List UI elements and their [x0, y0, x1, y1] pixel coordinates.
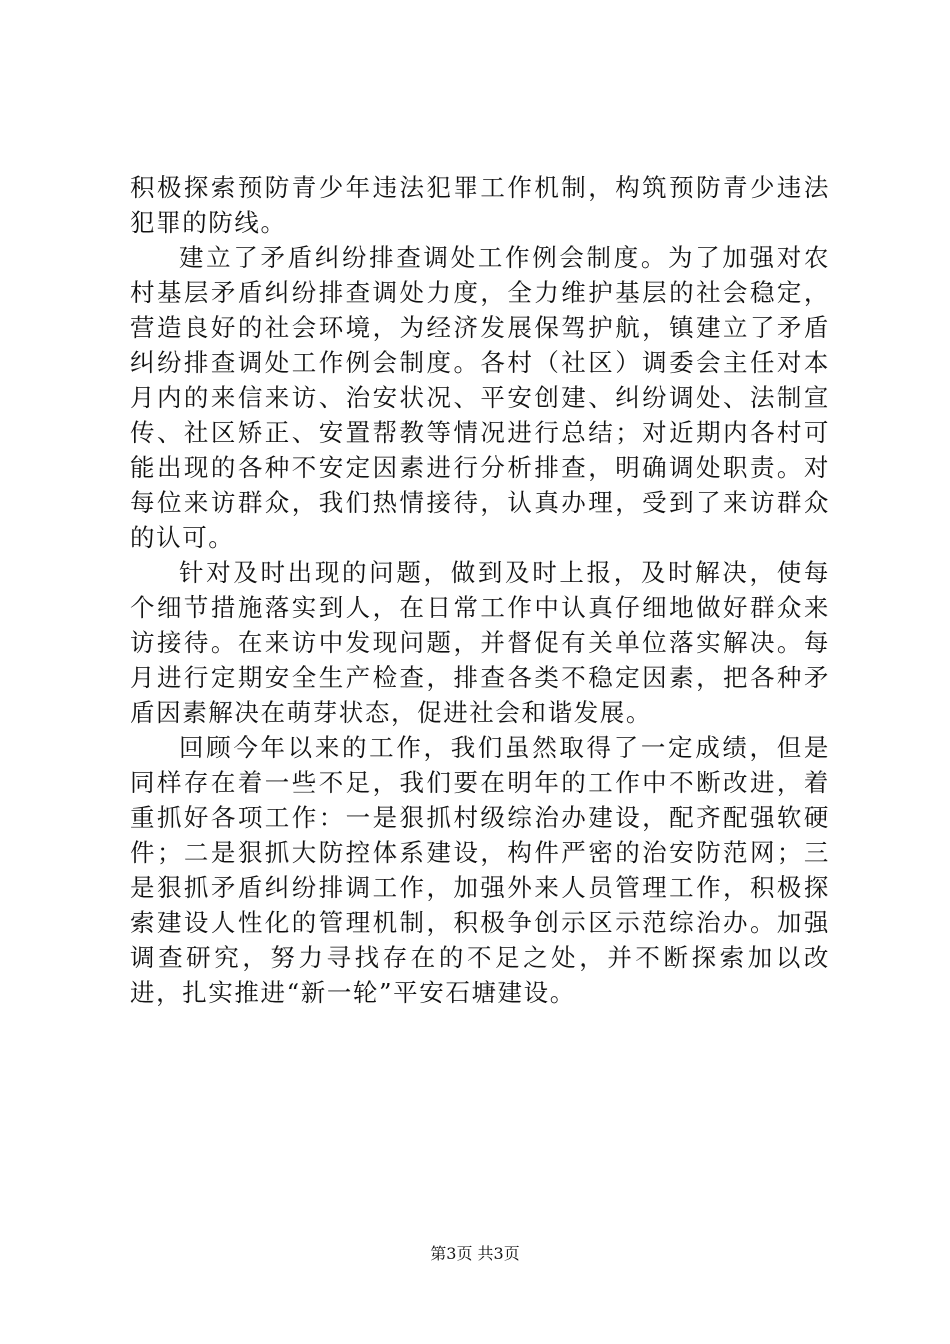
document-body — [130, 170, 830, 1010]
page-number-footer: 第3页 共3页 — [430, 1244, 520, 1263]
paragraph-dispute-meeting-system: 建立了矛盾纠纷排查调处工作例会制度。为了加强对农村基层矛盾纠纷排查调处力度，全力维护基层的社会稳定，营造良好的社会环境，为经济发展保驾护航，镇建立了矛盾纠纷排查调处工作例会制度。各村（社区）调委会主任对本月内的来信来访、治安状况、平安创建、纠纷调处、法制宣传、社区矫正、安置帮教等情况进行总结；对近期内各村可能出现的各种不安定因素进行分析排查，明确调处职责。对每位来访群众，我们热情接待，认真办理，受到了来访群众的认可。 — [130, 243, 830, 552]
paragraph-timely-response: 针对及时出现的问题，做到及时上报，及时解决，使每个细节措施落实到人，在日常工作中认真仔细地做好群众来访接待。在来访中发现问题，并督促有关单位落实解决。每月进行定期安全生产检查，排查各类不稳定因素，把各种矛盾因素解决在萌芽状态，促进社会和谐发展。 — [130, 558, 830, 727]
paragraph-review-and-plans: 回顾今年以来的工作，我们虽然取得了一定成绩，但是同样存在着一些不足，我们要在明年的工作中不断改进，着重抓好各项工作：一是狠抓村级综治办建设，配齐配强软硬件；二是狠抓大防控体系建设，构件严密的治安防范网；三是狠抓矛盾纠纷排调工作，加强外来人员管理工作，积极探索建设人性化的管理机制，积极争创示区示范综治办。加强调查研究，努力寻找存在的不足之处，并不断探索加以改进，扎实推进“新一轮”平安石塘建设。 — [130, 733, 830, 1007]
paragraph-continuation: 积极探索预防青少年违法犯罪工作机制，构筑预防青少违法犯罪的防线。 — [130, 173, 830, 237]
